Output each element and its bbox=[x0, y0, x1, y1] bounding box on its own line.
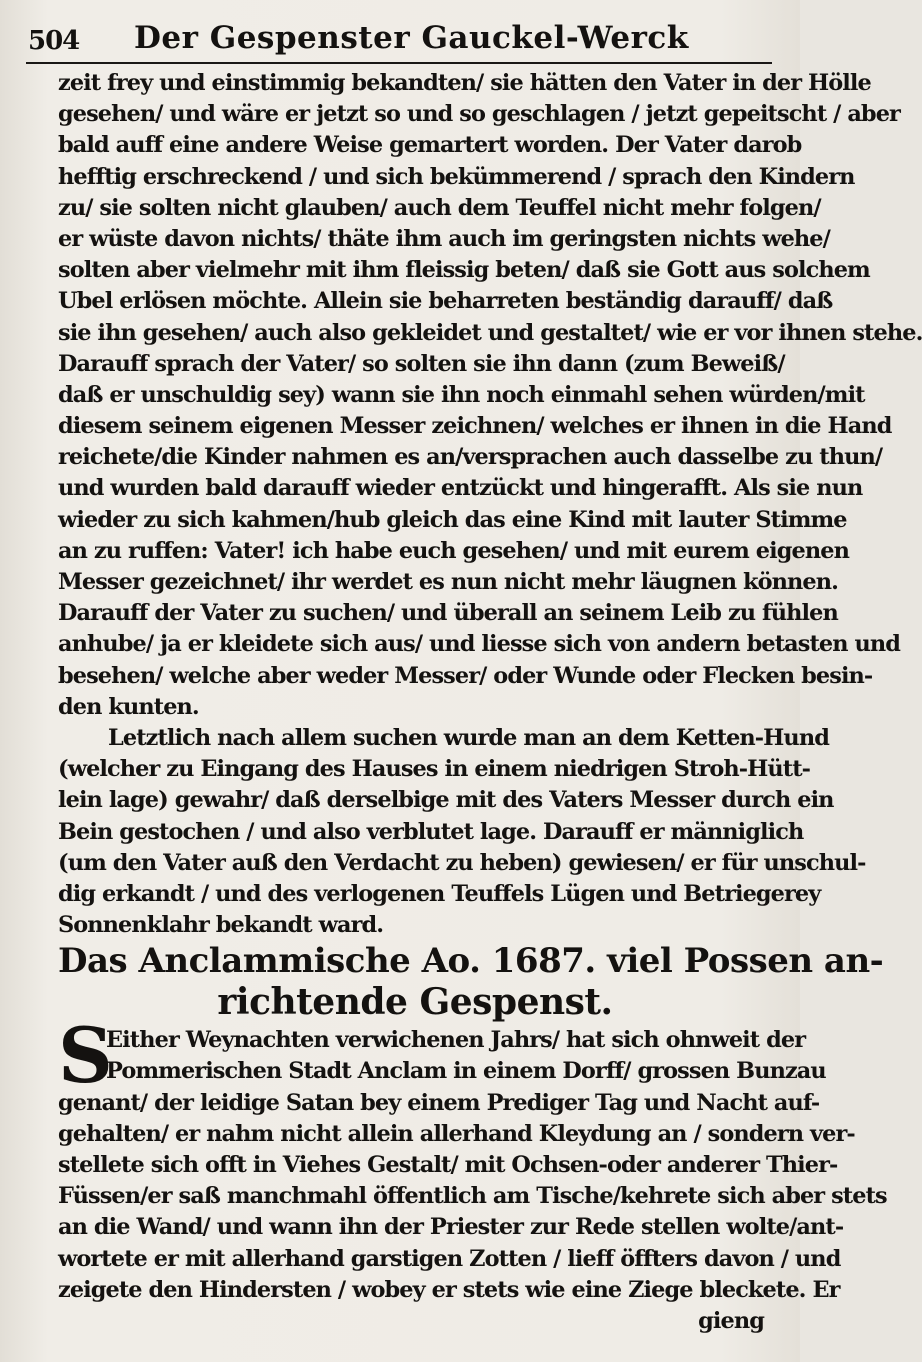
text-line: Letztlich nach allem suchen wurde man an dem Ketten-Hund bbox=[108, 724, 829, 751]
text-line: Messer gezeichnet/ ihr werdet es nun nicht mehr läugnen können. bbox=[58, 569, 839, 595]
text-line: besehen/ welche aber weder Messer/ oder Wunde oder Flecken besin- bbox=[58, 662, 873, 689]
text-line: zu/ sie solten nicht glauben/ auch dem Teuffel nicht mehr folgen/ bbox=[58, 194, 821, 221]
paragraph-3 bbox=[24, 1011, 887, 1337]
page-number: 504 bbox=[28, 26, 80, 56]
text-line: Darauff der Vater zu suchen/ und überall an seinem Leib zu fühlen bbox=[58, 600, 838, 627]
text-line: er wüste davon nichts/ thäte ihm auch im geringsten nichts wehe/ bbox=[58, 225, 830, 252]
text-line: gesehen/ und wäre er jetzt so und so geschlagen / jetzt gepeitscht / aber bbox=[58, 101, 900, 128]
paragraph-1 bbox=[24, 68, 922, 723]
text-line: sie ihn gesehen/ auch also gekleidet und gestaltet/ wie er vor ihnen stehe. bbox=[58, 319, 922, 346]
text-line: Either Weynachten verwichenen Jahrs/ hat sich ohnweit der bbox=[106, 1027, 806, 1054]
text-line: Bein gestochen / und also verblutet lage. Darauff er männiglich bbox=[58, 818, 804, 845]
text-line: wieder zu sich kahmen/hub gleich das eine Kind mit lauter Stimme bbox=[58, 506, 847, 533]
text-line: reichete/die Kinder nahmen es an/versprachen auch dasselbe zu thun/ bbox=[58, 444, 883, 471]
section-heading bbox=[24, 941, 884, 1024]
text-line: Füssen/er saß manchmahl öffentlich am Tische/kehrete sich aber stets bbox=[58, 1183, 887, 1210]
text-line: den kunten. bbox=[58, 693, 199, 720]
text-line: Pommerischen Stadt Anclam in einem Dorff/ grossen Bunzau bbox=[106, 1058, 826, 1085]
text-line: Sonnenklahr bekandt ward. bbox=[58, 912, 384, 939]
text-line: (welcher zu Eingang des Hauses in einem niedrigen Stroh-Hütt- bbox=[58, 756, 811, 783]
page-header bbox=[26, 18, 772, 64]
text-line: an zu ruffen: Vater! ich habe euch gesehen/ und mit eurem eigenen bbox=[58, 537, 849, 564]
text-line: diesem seinem eigenen Messer zeichnen/ welches er ihnen in die Hand bbox=[58, 413, 892, 440]
text-line: gehalten/ er nahm nicht allein allerhand Kleydung an / sondern ver- bbox=[58, 1120, 855, 1147]
text-line: daß er unschuldig sey) wann sie ihn noch einmahl sehen würden/mit bbox=[58, 381, 865, 408]
section-heading-line-1: Das Anclammische Ao. 1687. viel Possen an- bbox=[58, 941, 884, 982]
text-line: stellete sich offt in Viehes Gestalt/ mit Ochsen-oder anderer Thier- bbox=[58, 1152, 838, 1178]
text-line: genant/ der leidige Satan bey einem Prediger Tag und Nacht auf- bbox=[58, 1089, 820, 1116]
text-line: solten aber vielmehr mit ihm fleissig beten/ daß sie Gott aus solchem bbox=[58, 257, 870, 284]
text-line: Darauff sprach der Vater/ so solten sie ihn dann (zum Beweiß/ bbox=[58, 350, 785, 377]
text-line: hefftig erschreckend / und sich bekümmerend / sprach den Kindern bbox=[58, 163, 855, 190]
text-line: zeigete den Hindersten / wobey er stets wie eine Ziege bleckete. Er bbox=[58, 1276, 840, 1303]
text-line: wortete er mit allerhand garstigen Zotten / lieff öffters davon / und bbox=[58, 1245, 841, 1272]
text-line: (um den Vater auß den Verdacht zu heben) gewiesen/ er für unschul- bbox=[58, 849, 866, 876]
text-line: und wurden bald darauff wieder entzückt und hingerafft. Als sie nun bbox=[58, 475, 863, 502]
text-line: anhube/ ja er kleidete sich aus/ und liesse sich von andern betasten und bbox=[58, 631, 901, 658]
text-line: bald auff eine andere Weise gemartert worden. Der Vater darob bbox=[58, 132, 802, 159]
text-line: an die Wand/ und wann ihn der Priester zur Rede stellen wolte/ant- bbox=[58, 1214, 844, 1241]
running-title: Der Gespenster Gauckel-Werck bbox=[134, 20, 689, 56]
drop-cap: S bbox=[58, 1011, 113, 1101]
text-line: lein lage) gewahr/ daß derselbige mit des Vaters Messer durch ein bbox=[58, 787, 834, 814]
text-line: zeit frey und einstimmig bekandten/ sie hätten den Vater in der Hölle bbox=[58, 70, 871, 96]
section-heading-line-2: richtende Gespenst. bbox=[217, 981, 613, 1024]
text-line: Ubel erlösen möchte. Allein sie beharreten beständig darauff/ daß bbox=[58, 288, 833, 315]
text-line: dig erkandt / und des verlogenen Teuffels Lügen und Betriegerey bbox=[58, 880, 821, 907]
catchword: gieng bbox=[698, 1307, 764, 1334]
paragraph-2 bbox=[24, 723, 866, 941]
